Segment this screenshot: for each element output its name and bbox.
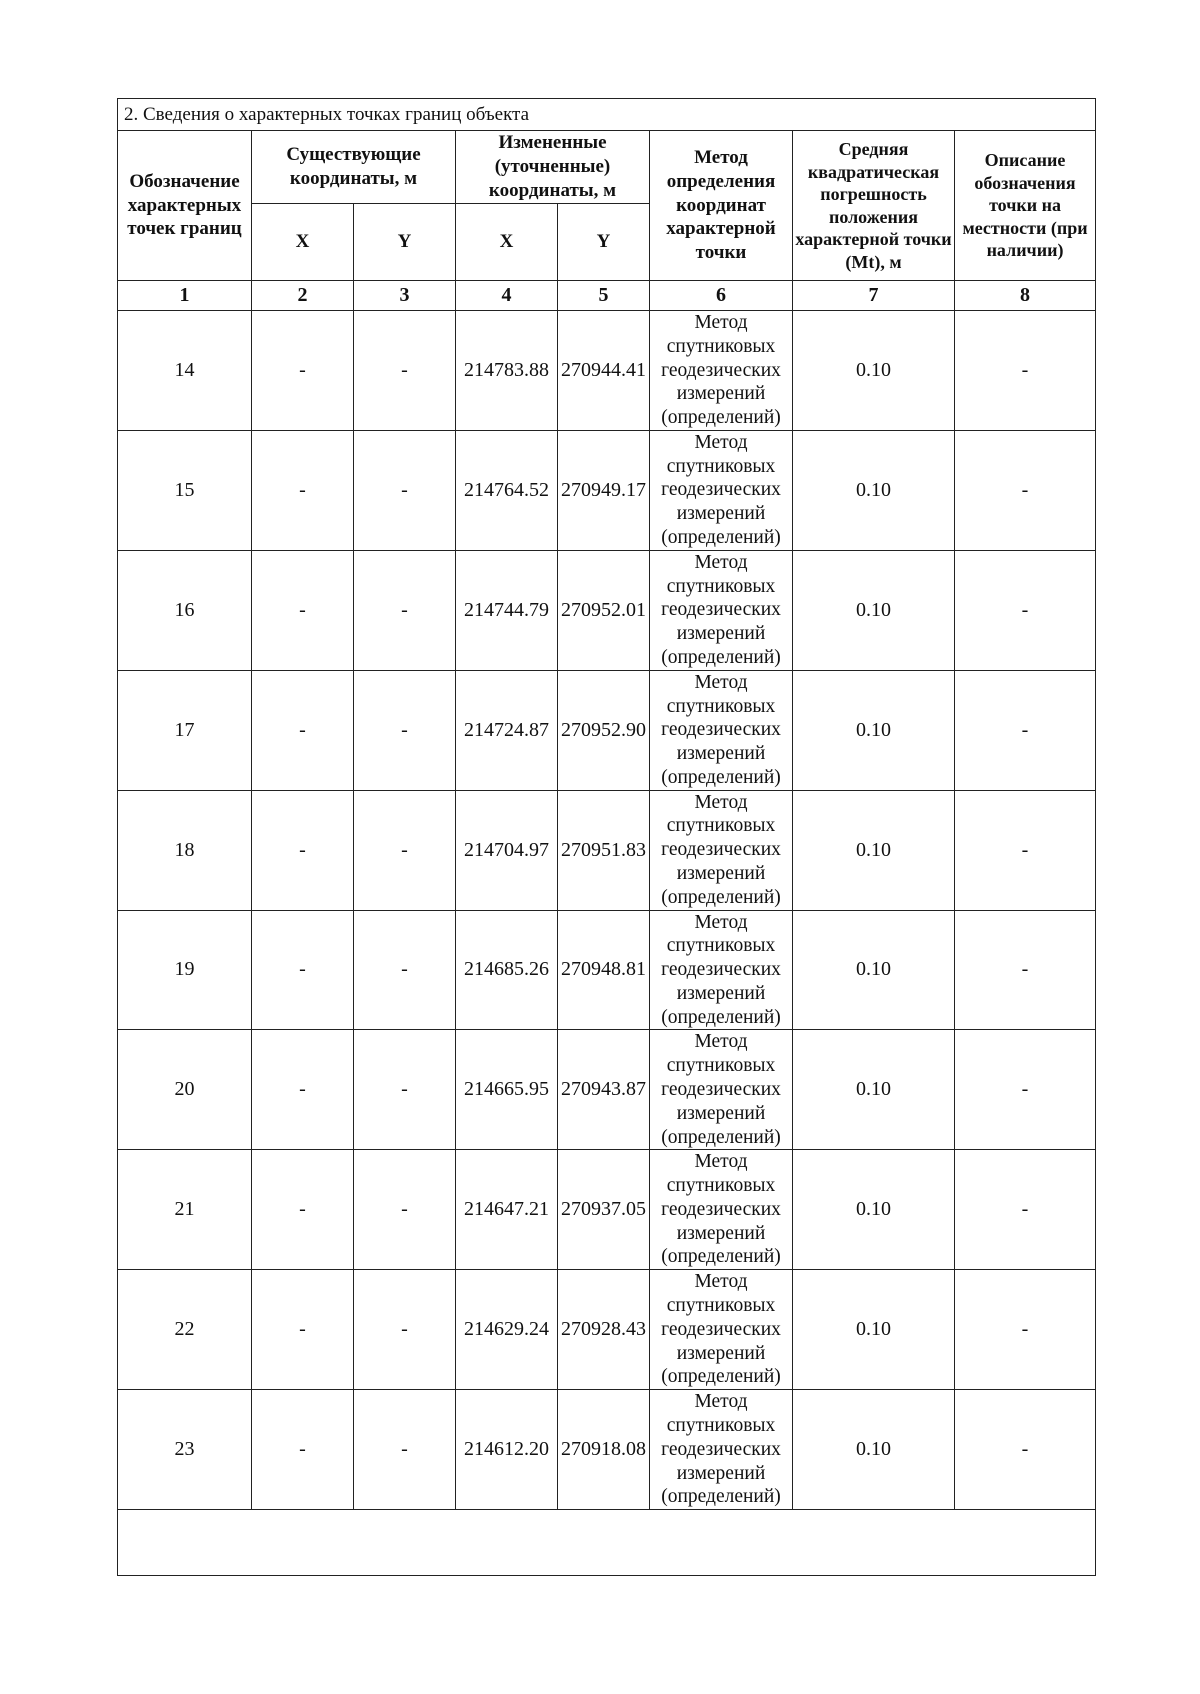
- changed-x-cell: 214724.87: [456, 670, 558, 790]
- column-number-row: [118, 281, 1096, 311]
- point-number-cell: 19: [118, 910, 252, 1030]
- changed-x-cell: 214744.79: [456, 550, 558, 670]
- method-cell: Метод спутниковых геодезических измерений (определений): [650, 550, 793, 670]
- description-cell: -: [955, 550, 1096, 670]
- header-error: Средняя квадратическая погрешность положения характерной точки (Mt), м: [793, 131, 955, 281]
- footer-row: [118, 1510, 1096, 1576]
- column-number: 3: [354, 281, 456, 311]
- error-value-cell: 0.10: [793, 311, 955, 431]
- changed-y-cell: 270952.01: [558, 550, 650, 670]
- table-row: [118, 910, 1096, 1030]
- changed-x-cell: 214685.26: [456, 910, 558, 1030]
- table-row: [118, 670, 1096, 790]
- changed-y-cell: 270951.83: [558, 790, 650, 910]
- existing-y-cell: -: [354, 1270, 456, 1390]
- existing-x-cell: -: [252, 910, 354, 1030]
- existing-y-cell: -: [354, 910, 456, 1030]
- changed-y-cell: 270949.17: [558, 430, 650, 550]
- existing-x-cell: -: [252, 550, 354, 670]
- changed-y-cell: 270943.87: [558, 1030, 650, 1150]
- table-row: [118, 311, 1096, 431]
- description-cell: -: [955, 1030, 1096, 1150]
- error-value-cell: 0.10: [793, 1150, 955, 1270]
- existing-y-cell: -: [354, 1030, 456, 1150]
- description-cell: -: [955, 430, 1096, 550]
- method-cell: Метод спутниковых геодезических измерений (определений): [650, 1270, 793, 1390]
- error-value-cell: 0.10: [793, 670, 955, 790]
- column-number: 1: [118, 281, 252, 311]
- point-number-cell: 16: [118, 550, 252, 670]
- error-value-cell: 0.10: [793, 910, 955, 1030]
- changed-x-cell: 214764.52: [456, 430, 558, 550]
- header-method: Метод определения координат характерной точки: [650, 131, 793, 281]
- changed-x-cell: 214783.88: [456, 311, 558, 431]
- existing-x-cell: -: [252, 670, 354, 790]
- error-value-cell: 0.10: [793, 1030, 955, 1150]
- table-row: [118, 1150, 1096, 1270]
- point-number-cell: 23: [118, 1390, 252, 1510]
- footer-empty-cell: [118, 1510, 1096, 1576]
- table-row: [118, 1270, 1096, 1390]
- table-row: [118, 1390, 1096, 1510]
- error-value-cell: 0.10: [793, 550, 955, 670]
- header-changed-x: X: [456, 204, 558, 281]
- changed-x-cell: 214704.97: [456, 790, 558, 910]
- section-title-row: [118, 99, 1096, 131]
- changed-x-cell: 214612.20: [456, 1390, 558, 1510]
- point-number-cell: 21: [118, 1150, 252, 1270]
- column-number: 2: [252, 281, 354, 311]
- header-changed-y: Y: [558, 204, 650, 281]
- description-cell: -: [955, 790, 1096, 910]
- point-number-cell: 14: [118, 311, 252, 431]
- method-cell: Метод спутниковых геодезических измерений (определений): [650, 1390, 793, 1510]
- description-cell: -: [955, 1390, 1096, 1510]
- table-row: [118, 790, 1096, 910]
- section-title: 2. Сведения о характерных точках границ объекта: [118, 99, 1096, 131]
- point-number-cell: 17: [118, 670, 252, 790]
- description-cell: -: [955, 1270, 1096, 1390]
- changed-y-cell: 270918.08: [558, 1390, 650, 1510]
- header-description: Описание обозначения точки на местности (при наличии): [955, 131, 1096, 281]
- changed-y-cell: 270952.90: [558, 670, 650, 790]
- existing-y-cell: -: [354, 550, 456, 670]
- existing-y-cell: -: [354, 670, 456, 790]
- point-number-cell: 15: [118, 430, 252, 550]
- method-cell: Метод спутниковых геодезических измерений (определений): [650, 1150, 793, 1270]
- table-row: [118, 550, 1096, 670]
- column-number: 5: [558, 281, 650, 311]
- existing-x-cell: -: [252, 1150, 354, 1270]
- method-cell: Метод спутниковых геодезических измерений (определений): [650, 910, 793, 1030]
- existing-y-cell: -: [354, 1390, 456, 1510]
- header-existing-x: X: [252, 204, 354, 281]
- existing-x-cell: -: [252, 1270, 354, 1390]
- existing-x-cell: -: [252, 1030, 354, 1150]
- existing-x-cell: -: [252, 430, 354, 550]
- existing-y-cell: -: [354, 311, 456, 431]
- point-number-cell: 20: [118, 1030, 252, 1150]
- header-existing-coords: Существующие координаты, м: [252, 131, 456, 204]
- table-row: [118, 1030, 1096, 1150]
- changed-y-cell: 270928.43: [558, 1270, 650, 1390]
- changed-x-cell: 214629.24: [456, 1270, 558, 1390]
- error-value-cell: 0.10: [793, 790, 955, 910]
- method-cell: Метод спутниковых геодезических измерений (определений): [650, 790, 793, 910]
- description-cell: -: [955, 670, 1096, 790]
- header-changed-coords: Измененные (уточненные) координаты, м: [456, 131, 650, 204]
- method-cell: Метод спутниковых геодезических измерений (определений): [650, 1030, 793, 1150]
- changed-y-cell: 270944.41: [558, 311, 650, 431]
- existing-x-cell: -: [252, 311, 354, 431]
- point-number-cell: 18: [118, 790, 252, 910]
- header-row-1: [118, 131, 1096, 204]
- document-sheet: [117, 98, 1095, 1580]
- method-cell: Метод спутниковых геодезических измерений (определений): [650, 670, 793, 790]
- column-number: 8: [955, 281, 1096, 311]
- error-value-cell: 0.10: [793, 430, 955, 550]
- error-value-cell: 0.10: [793, 1270, 955, 1390]
- existing-y-cell: -: [354, 430, 456, 550]
- existing-y-cell: -: [354, 790, 456, 910]
- header-point: Обозначение характерных точек границ: [118, 131, 252, 281]
- changed-y-cell: 270948.81: [558, 910, 650, 1030]
- point-number-cell: 22: [118, 1270, 252, 1390]
- method-cell: Метод спутниковых геодезических измерений (определений): [650, 311, 793, 431]
- description-cell: -: [955, 910, 1096, 1030]
- changed-x-cell: 214647.21: [456, 1150, 558, 1270]
- existing-y-cell: -: [354, 1150, 456, 1270]
- column-number: 7: [793, 281, 955, 311]
- boundary-points-table: [117, 98, 1096, 1576]
- error-value-cell: 0.10: [793, 1390, 955, 1510]
- changed-x-cell: 214665.95: [456, 1030, 558, 1150]
- existing-x-cell: -: [252, 790, 354, 910]
- method-cell: Метод спутниковых геодезических измерений (определений): [650, 430, 793, 550]
- description-cell: -: [955, 311, 1096, 431]
- header-existing-y: Y: [354, 204, 456, 281]
- table-row: [118, 430, 1096, 550]
- description-cell: -: [955, 1150, 1096, 1270]
- existing-x-cell: -: [252, 1390, 354, 1510]
- column-number: 4: [456, 281, 558, 311]
- changed-y-cell: 270937.05: [558, 1150, 650, 1270]
- column-number: 6: [650, 281, 793, 311]
